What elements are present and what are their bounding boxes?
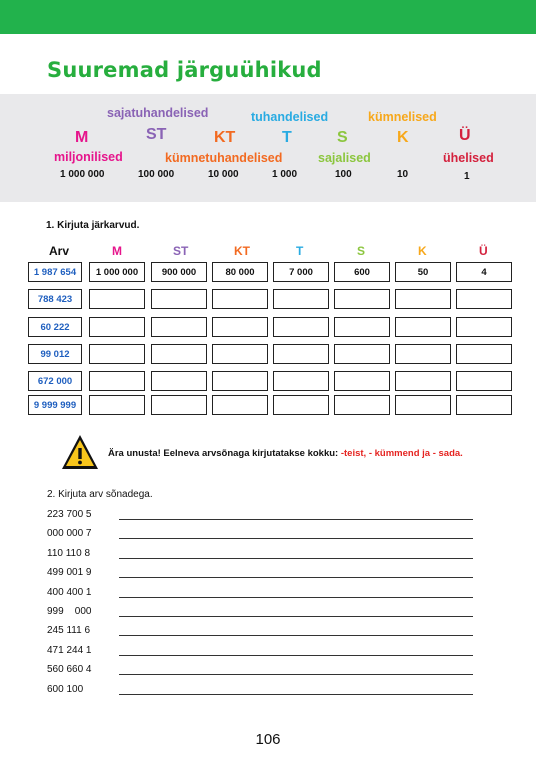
answer-cell[interactable] (456, 344, 512, 364)
answer-cell[interactable] (395, 317, 451, 337)
answer-cell[interactable] (89, 371, 145, 391)
answer-cell[interactable] (89, 344, 145, 364)
number-to-write: 245 111 6 (47, 625, 91, 637)
answer-cell[interactable] (334, 344, 390, 364)
number-to-write: 400 400 1 (47, 586, 92, 598)
number-to-write: 110 110 8 (47, 547, 91, 559)
arv-cell: 672 000 (28, 371, 82, 391)
value-ST: 100 000 (138, 169, 175, 180)
answer-line[interactable] (119, 655, 473, 656)
answer-cell[interactable] (212, 317, 268, 337)
number-to-write: 499 001 9 (47, 567, 92, 579)
top-green-bar (0, 0, 536, 34)
answer-line[interactable] (119, 519, 473, 520)
label-sajatuhandelised: sajatuhandelised (107, 106, 209, 120)
page-number: 106 (255, 731, 281, 748)
answer-cell[interactable]: 80 000 (212, 262, 268, 282)
value-K: 10 (397, 169, 409, 180)
answer-cell[interactable] (151, 395, 207, 415)
header-K: K (418, 244, 427, 258)
abbr-ST: ST (146, 126, 167, 143)
answer-line[interactable] (119, 635, 473, 636)
answer-cell[interactable] (212, 344, 268, 364)
value-M: 1 000 000 (60, 169, 105, 180)
abbr-M: M (75, 129, 89, 146)
number-to-write: 999 000 (47, 606, 92, 617)
answer-cell[interactable] (273, 395, 329, 415)
answer-cell[interactable] (273, 344, 329, 364)
label-sajalised: sajalised (318, 151, 371, 165)
arv-cell: 9 999 999 (28, 395, 82, 415)
abbr-K: K (397, 129, 409, 146)
task1-heading: 1. Kirjuta järkarvud. (46, 220, 140, 231)
place-value-band (0, 94, 536, 202)
header-U: Ü (479, 244, 488, 258)
answer-cell[interactable] (212, 395, 268, 415)
answer-cell[interactable] (89, 289, 145, 309)
header-T: T (296, 244, 304, 258)
answer-cell[interactable] (334, 371, 390, 391)
answer-cell[interactable] (89, 395, 145, 415)
label-kumnelised: kümnelised (368, 110, 437, 124)
header-KT: KT (234, 244, 250, 258)
label-miljonilised: miljonilised (54, 150, 123, 164)
warning-text-main: Ära unusta! Eelneva arvsõnaga kirjutatakse kokku: (108, 448, 341, 459)
answer-cell[interactable] (151, 344, 207, 364)
warning-triangle-icon (60, 433, 100, 473)
value-U: 1 (464, 171, 470, 182)
answer-cell[interactable] (273, 289, 329, 309)
answer-line[interactable] (119, 597, 473, 598)
label-tuhandelised: tuhandelised (251, 110, 329, 124)
answer-line[interactable] (119, 674, 473, 675)
answer-cell[interactable] (273, 317, 329, 337)
answer-line[interactable] (119, 558, 473, 559)
header-ST: ST (173, 244, 189, 258)
answer-cell[interactable]: 50 (395, 262, 451, 282)
answer-cell[interactable]: 1 000 000 (89, 262, 145, 282)
answer-cell[interactable] (395, 344, 451, 364)
abbr-KT: KT (214, 129, 236, 146)
answer-line[interactable] (119, 616, 473, 617)
number-to-write: 223 700 5 (47, 509, 92, 520)
arv-cell: 60 222 (28, 317, 82, 337)
abbr-T: T (282, 129, 292, 146)
answer-cell[interactable] (151, 317, 207, 337)
arv-cell: 1 987 654 (28, 262, 82, 282)
answer-cell[interactable] (395, 371, 451, 391)
warning-text (108, 448, 463, 459)
task2-heading: 2. Kirjuta arv sõnadega. (47, 489, 153, 500)
answer-cell[interactable] (151, 289, 207, 309)
label-kumnetuhandelised: kümnetuhandelised (165, 151, 283, 165)
abbr-S: S (337, 129, 348, 146)
answer-cell[interactable] (151, 371, 207, 391)
answer-cell[interactable] (212, 289, 268, 309)
value-S: 100 (335, 169, 352, 180)
value-T: 1 000 (272, 169, 298, 180)
page-title: Suuremad järguühikud (47, 58, 322, 82)
number-to-write: 600 100 (47, 683, 84, 695)
answer-cell[interactable] (212, 371, 268, 391)
answer-cell[interactable] (395, 289, 451, 309)
answer-cell[interactable]: 7 000 (273, 262, 329, 282)
answer-cell[interactable] (456, 371, 512, 391)
answer-cell[interactable] (456, 395, 512, 415)
abbr-U: Ü (459, 127, 471, 144)
number-to-write: 560 660 4 (47, 664, 92, 676)
header-M: M (112, 244, 122, 258)
label-uhelised: ühelised (443, 151, 494, 165)
number-to-write: 000 000 7 (47, 528, 92, 540)
arv-cell: 788 423 (28, 289, 82, 309)
answer-line[interactable] (119, 538, 473, 539)
header-arv: Arv (49, 244, 70, 258)
number-to-write: 471 244 1 (47, 644, 92, 656)
answer-cell[interactable] (334, 289, 390, 309)
arv-cell: 99 012 (28, 344, 82, 364)
header-S: S (357, 244, 366, 258)
answer-cell[interactable]: 4 (456, 262, 512, 282)
answer-line[interactable] (119, 694, 473, 695)
answer-cell[interactable] (334, 317, 390, 337)
answer-cell[interactable]: 900 000 (151, 262, 207, 282)
answer-cell[interactable] (456, 317, 512, 337)
answer-cell[interactable] (456, 289, 512, 309)
warning-text-highlight: -teist, - kümmend ja - sada. (340, 448, 463, 459)
answer-cell[interactable] (273, 371, 329, 391)
answer-cell[interactable] (334, 395, 390, 415)
answer-line[interactable] (119, 577, 473, 578)
answer-cell[interactable] (395, 395, 451, 415)
value-KT: 10 000 (208, 169, 239, 180)
answer-cell[interactable]: 600 (334, 262, 390, 282)
answer-cell[interactable] (89, 317, 145, 337)
